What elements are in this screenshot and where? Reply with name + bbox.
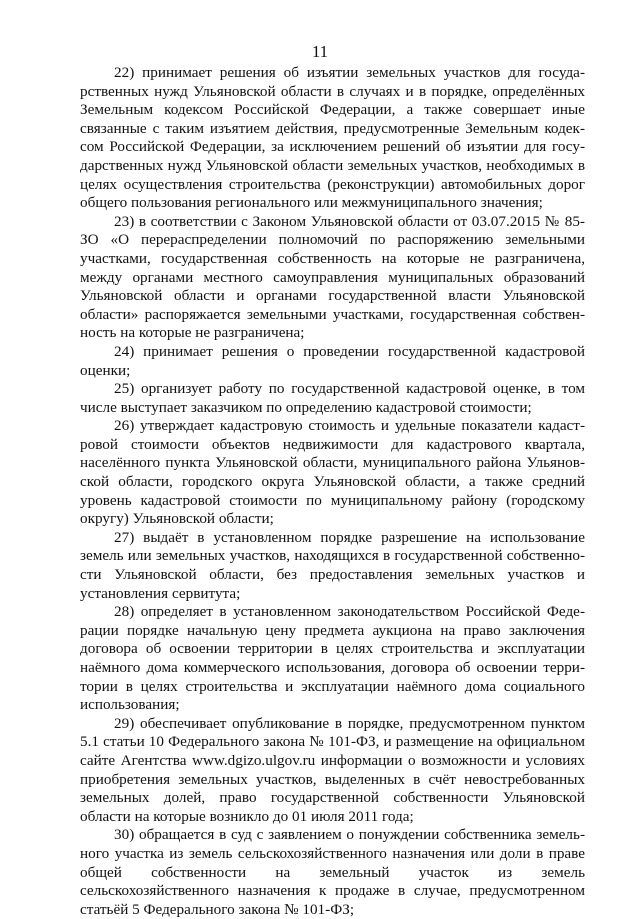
paragraph-26: 26) утверждает кадастровую стоимость и удельные показатели кадастровой стоимости объектов недвижимости для кадастрового квартала, населённого пункта Ульяновской области, муниципального района Ульяновской области, городского округа Ульяновской области, а также средний уровень кадастровой стоимости по муниципальному району (городскому округу) Ульяновской области; — [80, 417, 585, 528]
paragraph-22: 22) принимает решения об изъятии земельных участков для государственных нужд Ульяновской области в случаях и в порядке, определённых Земельным кодексом Российской Федерации, а также совершает иные связанные с таким изъятием действия, предусмотренные Земельным кодексом Российской Федерации, за исключением решений об изъятии для государственных нужд Ульяновской области земельных участков, необходимых в целях осуществления строительства (реконструкции) автомобильных дорог общего пользования регионального или межмуниципального значения; — [80, 64, 585, 212]
paragraph-30: 30) обращается в суд с заявлением о понуждении собственника земельного участка из земель сельскохозяйственного назначения или доли в праве общей собственности на земельный участок из земель сельскохозяйственного назначения к продаже в случае, предусмотренном статьёй 5 Федерального закона № 101-ФЗ; — [80, 826, 585, 918]
paragraph-25: 25) организует работу по государственной кадастровой оценке, в том числе выступает заказчиком по определению кадастровой стоимости; — [80, 380, 585, 416]
paragraph-24: 24) принимает решения о проведении государственной кадастровой оценки; — [80, 342, 585, 379]
paragraph-27: 27) выдаёт в установленном порядке разрешение на использование земель или земельных участков, находящихся в государственной собственности Ульяновской области, без предоставления земельных участков и установления сервитута; — [80, 528, 585, 602]
document-body — [80, 64, 585, 919]
paragraph-28: 28) определяет в установленном законодательством Российской Федерации порядке начальную цену предмета аукциона на право заключения договора об освоении территории в целях строительства и эксплуатации наёмного дома коммерческого использования, договора об освоении территории в целях строительства и эксплуатации наёмного дома социального использования; — [80, 603, 585, 714]
page-number: 11 — [311, 42, 329, 61]
paragraph-29: 29) обеспечивает опубликование в порядке, предусмотренном пунктом 5.1 статьи 10 Федерального закона № 101-ФЗ, и размещение на официальном сайте Агентства www.dgizo.ulgov.ru информации о возможности и условиях приобретения земельных участков, выделенных в счёт невостребованных земельных долей, право государственной собственности Ульяновской области на которые возникло до 01 июля 2011 года; — [80, 714, 585, 825]
paragraph-23: 23) в соответствии с Законом Ульяновской области от 03.07.2015 № 85-ЗО «О перераспределении полномочий по распоряжению земельными участками, государственная собственность на которые не разграничена, между органами местного самоуправления муниципальных образований Ульяновской области и органами государственной власти Ульяновской области» распоряжается земельными участками, государственная собственность на которые не разграничена; — [80, 212, 585, 342]
